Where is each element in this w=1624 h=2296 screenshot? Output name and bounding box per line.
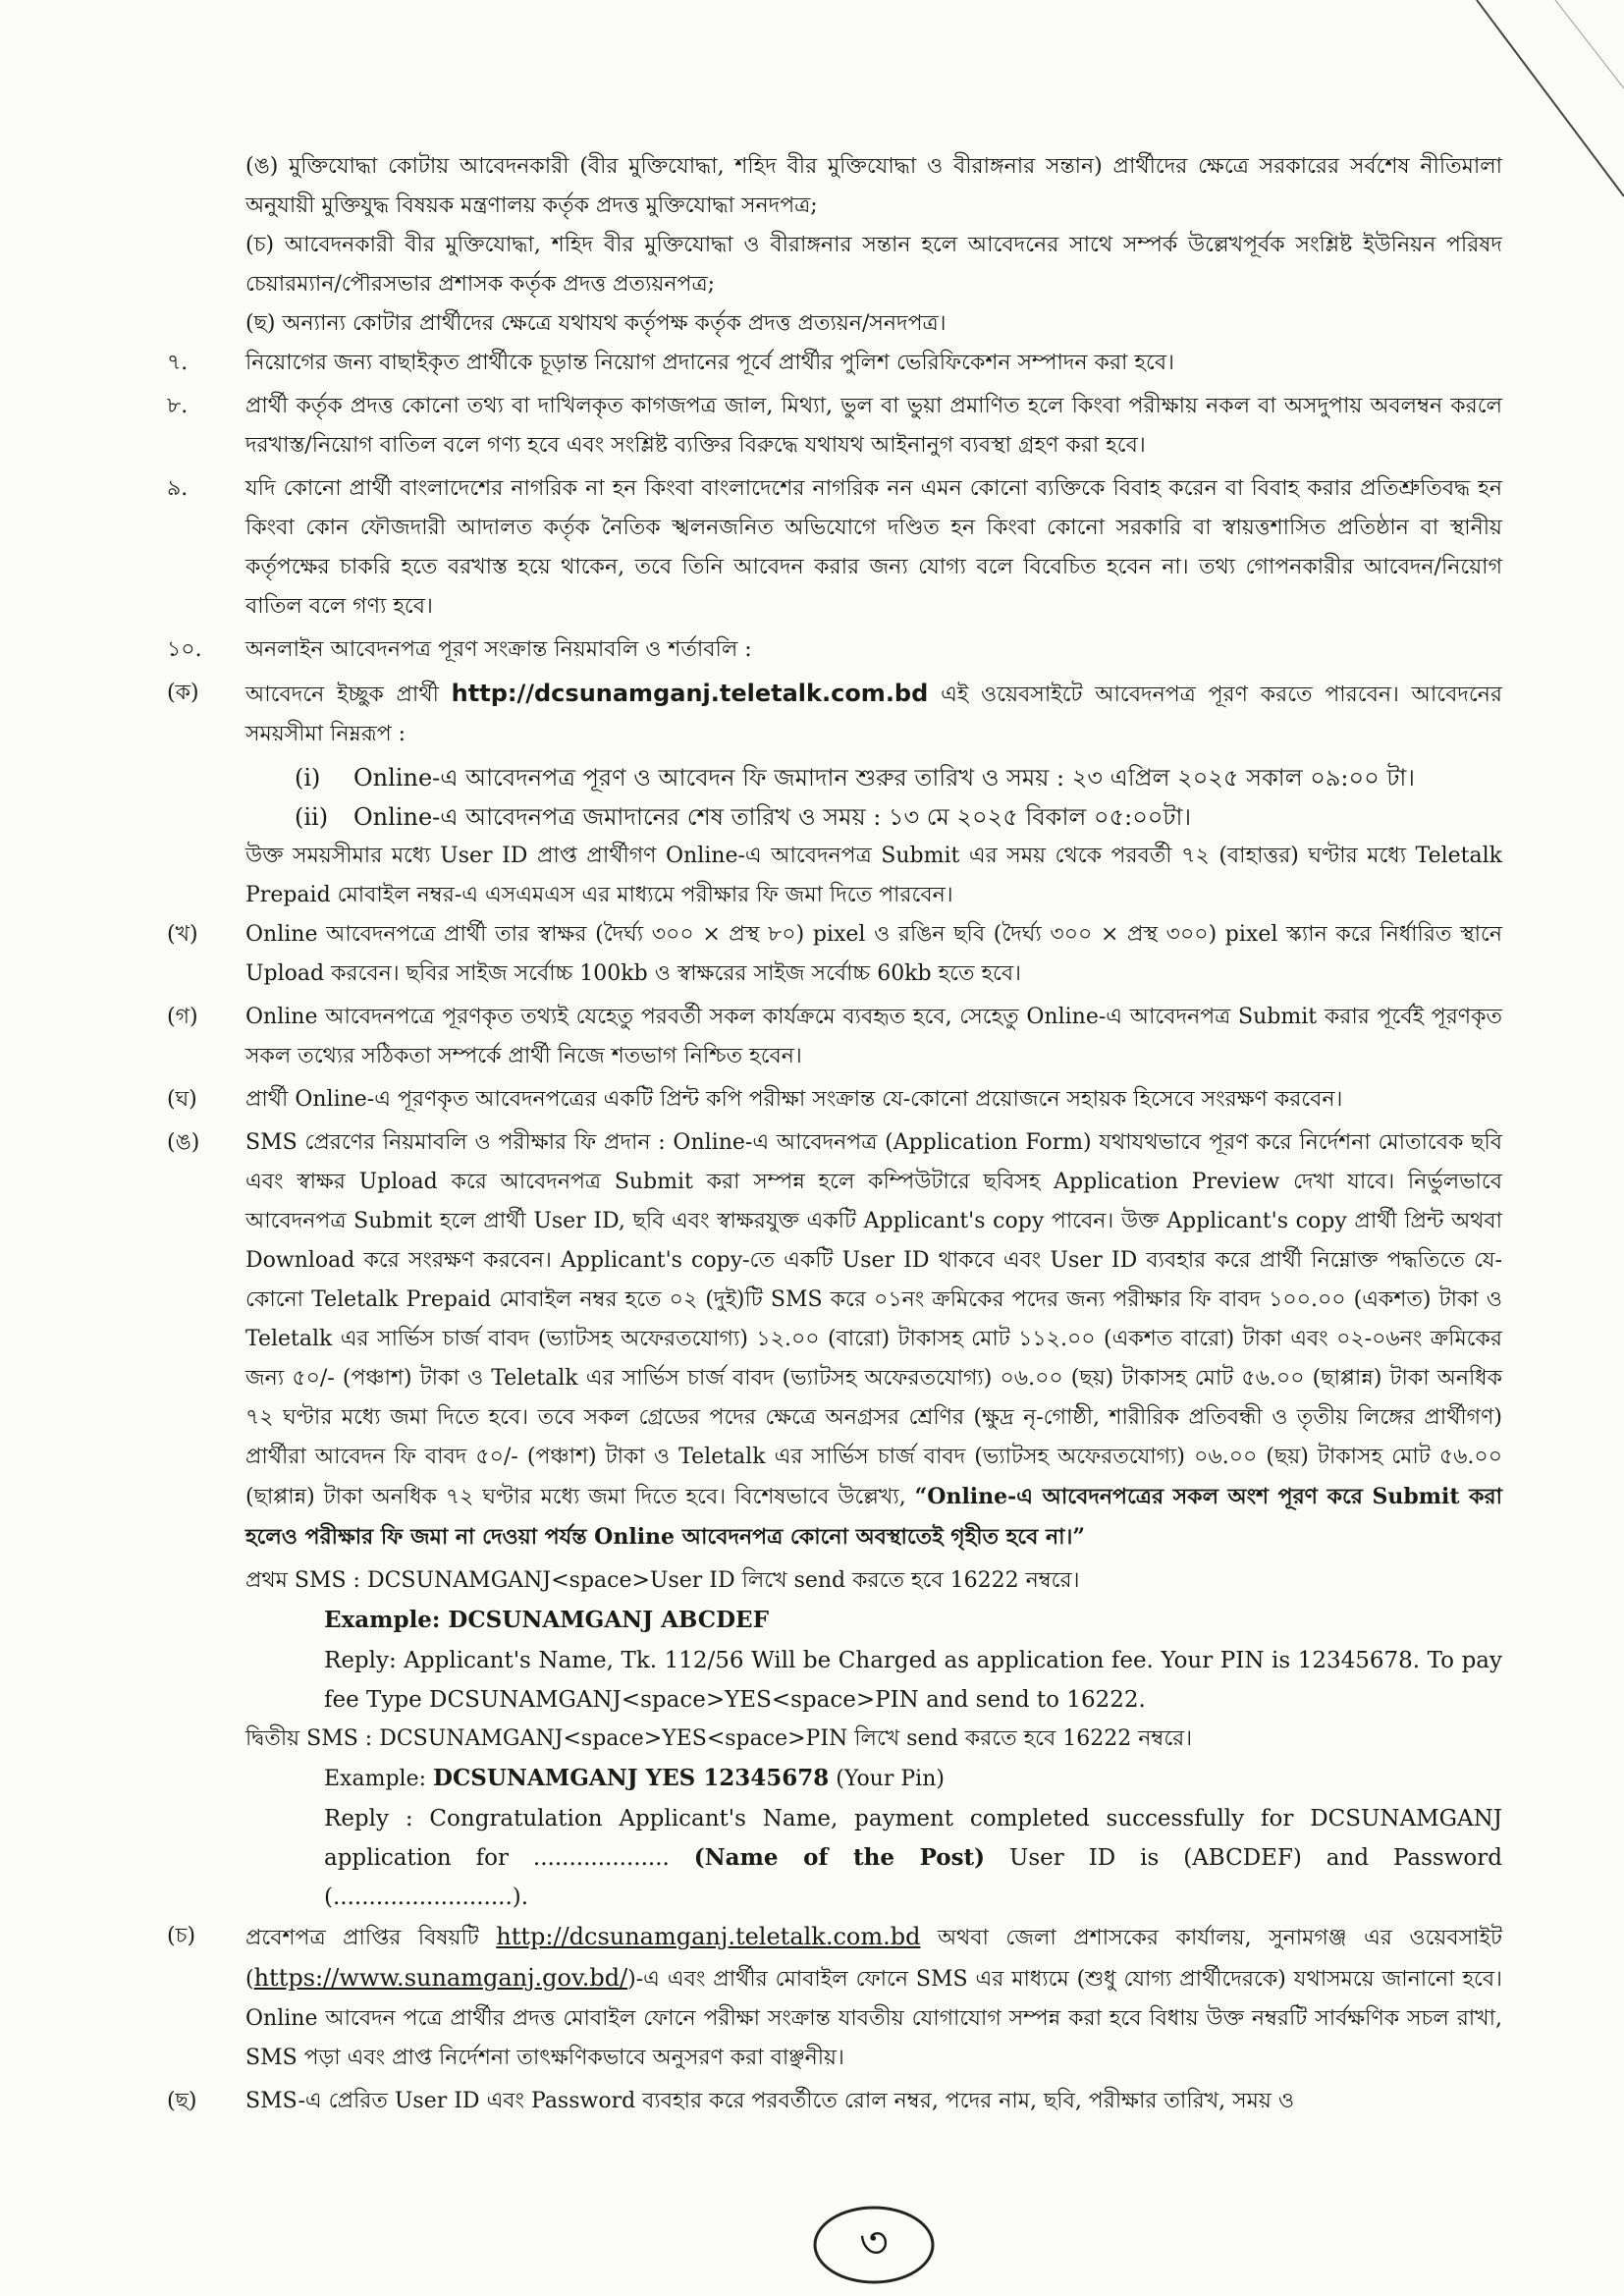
sub-item-uo bbox=[167, 1123, 1502, 1558]
sub-item-ka-after: উক্ত সময়সীমার মধ্যে User ID প্রাপ্ত প্রার্থীগণ Online-এ আবেদনপত্র Submit এর সময় থেকে পরবর্তী ৭২ (বাহাত্তর) ঘণ্টার মধ্যে Teletalk Prepaid মোবাইল নম্বর-এ এসএমএস এর মাধ্যমে পরীক্ষার ফি জমা দিতে পারবেন। bbox=[245, 844, 1502, 907]
sub-item-cha-label: (চ) bbox=[167, 1924, 196, 1948]
sub-item-uo-quote: “Online-এ আবেদনপত্রের সকল অংশ পূরণ করে Submit করা হলেও পরীক্ষার ফি জমা না দেওয়া পর্যন্ত Online আবেদনপত্র কোনো অবস্থাতেই গৃহীত হবে না।” bbox=[245, 1484, 1502, 1550]
intro-item-ch bbox=[245, 226, 1502, 304]
intro-item-ch-label: (চ) bbox=[245, 233, 275, 257]
page-number-value: ৩ bbox=[859, 2215, 889, 2269]
item-9-text: যদি কোনো প্রার্থী বাংলাদেশের নাগরিক না হন কিংবা বাংলাদেশের নাগরিক নন এমন কোনো ব্যক্তিকে বিবাহ করেন বা বিবাহ করার প্রতিশ্রুতিবদ্ধ হন কিংবা কোন ফৌজদারী আদালত কর্তৃক নৈতিক স্খলনজনিত অভিযোগে দণ্ডিত হন কিংবা কোনো সরকারি বা স্বায়ত্তশাসিত প্রতিষ্ঠান বা স্থানীয় কর্তৃপক্ষের চাকরি হতে বরখাস্ত হয়ে থাকেন, তবে তিনি আবেদন করার জন্য যোগ্য বলে বিবেচিত হবেন না। তথ্য গোপনকারীর আবেদন/নিয়োগ বাতিল বলে গণ্য হবে। bbox=[245, 476, 1502, 619]
sub-item-chha-label: (ছ) bbox=[167, 2089, 197, 2113]
sub-item-cha bbox=[167, 1917, 1502, 2078]
sub-item-kha bbox=[167, 915, 1502, 994]
sub-item-ka-label: (ক) bbox=[167, 681, 199, 705]
item-8-text: প্রার্থী কর্তৃক প্রদত্ত কোনো তথ্য বা দাখিলকৃত কাগজপত্র জাল, মিথ্যা, ভুল বা ভুয়া প্রমাণিত হলে কিংবা পরীক্ষায় নকল বা অসদুপায় অবলম্বন করলে দরখাস্ত/নিয়োগ বাতিল বলে গণ্য হবে এবং সংশ্লিষ্ট ব্যক্তির বিরুদ্ধে যথাযথ আইনানুগ ব্যবস্থা গ্রহণ করা হবে। bbox=[245, 394, 1502, 458]
intro-item-d-text: মুক্তিযোদ্ধা কোটায় আবেদনকারী (বীর মুক্তিযোদ্ধা, শহিদ বীর মুক্তিযোদ্ধা ও বীরাঙ্গনার সন্তান) প্রার্থীদের ক্ষেত্রে সরকারের সর্বশেষ নীতিমালা অনুযায়ী মুক্তিযুদ্ধ বিষয়ক মন্ত্রণালয় কর্তৃক প্রদত্ত মুক্তিযোদ্ধা সনদপত্র; bbox=[245, 154, 1503, 218]
item-8-number: ৮. bbox=[167, 394, 189, 418]
schedule-item-start-number: (i) bbox=[295, 764, 321, 792]
item-8 bbox=[167, 387, 1502, 465]
sub-item-gha-text: প্রার্থী Online-এ পূরণকৃত আবেদনপত্রের একটি প্রিন্ট কপি পরীক্ষা সংক্রান্ত যে-কোনো প্রয়োজনে সহায়ক হিসেবে সংরক্ষণ করবেন। bbox=[245, 1087, 1343, 1112]
item-9 bbox=[167, 469, 1502, 627]
sms-second-example-suffix: (Your Pin) bbox=[829, 1767, 945, 1791]
page-number-circle bbox=[805, 2198, 943, 2286]
sub-item-ga-label: (গ) bbox=[167, 1005, 198, 1029]
schedule-list bbox=[167, 758, 1502, 837]
document-page bbox=[167, 147, 1502, 2125]
sub-item-ka-post: এই ওয়েবসাইটে আবেদনপত্র পূরণ করতে পারবেন। আবেদনের সময়সীমা নিম্নরূপ : bbox=[245, 683, 1503, 746]
teletalk-website-link[interactable]: http://dcsunamganj.teletalk.com.bd bbox=[496, 1923, 921, 1950]
intro-item-chh-text: অন্যান্য কোটার প্রার্থীদের ক্ষেত্রে যথাযথ কর্তৃপক্ষ কর্তৃক প্রদত্ত প্রত্যয়ন/সনদপত্র। bbox=[282, 311, 947, 336]
sub-item-chha-text: SMS-এ প্রেরিত User ID এবং Password ব্যবহার করে পরবর্তীতে রোল নম্বর, পদের নাম, ছবি, পরীক্ষার তারিখ, সময় ও bbox=[245, 2089, 1295, 2113]
intro-item-chh bbox=[245, 304, 1502, 344]
schedule-item-end bbox=[295, 797, 1502, 837]
sub-item-cha-post: )-এ এবং প্রার্থীর মোবাইল ফোনে SMS এর মাধ্যমে (শুধু যোগ্য প্রার্থীদেরকে) যথাসময়ে জানানো হবে। Online আবেদন পত্রে প্রার্থীর প্রদত্ত মোবাইল ফোনে পরীক্ষা সংক্রান্ত যাবতীয় যোগাযোগ সম্পন্ন করা হবে বিধায় উক্ত নম্বরটি সার্বক্ষণিক সচল রাখা, SMS পড়া এবং প্রাপ্ত নির্দেশনা তাৎক্ষণিকভাবে অনুসরণ করা বাঞ্ছনীয়। bbox=[245, 1967, 1502, 2070]
sms-first-reply: Reply: Applicant's Name, Tk. 112/56 Will be Charged as application fee. Your PIN is 12345678. To pay fee Type DCSUNAMGANJ<space>YES<space>PIN and send to 16222. bbox=[324, 1648, 1502, 1713]
district-website-link[interactable]: https://www.sunamganj.gov.bd/ bbox=[253, 1964, 628, 1992]
sub-item-uo-label: (ঙ) bbox=[167, 1130, 200, 1155]
sub-item-uo-text: SMS প্রেরণের নিয়মাবলি ও পরীক্ষার ফি প্রদান : Online-এ আবেদনপত্র (Application Form) যথাযথভাবে পূরণ করে নির্দেশনা মোতাবেক ছবি এবং স্বাক্ষর Upload করে আবেদনপত্র Submit করা সম্পন্ন হলে কম্পিউটারে ছবিসহ Application Preview দেখা যাবে। নির্ভুলভাবে আবেদনপত্র Submit হলে প্রার্থী User ID, ছবি এবং স্বাক্ষরযুক্ত একটি Applicant's copy পাবেন। উক্ত Applicant's copy প্রার্থী প্রিন্ট অথবা Download করে সংরক্ষণ করবেন। Applicant's copy-তে একটি User ID থাকবে এবং User ID ব্যবহার করে প্রার্থী নিম্নোক্ত পদ্ধতিতে যে-কোনো Teletalk Prepaid মোবাইল নম্বর হতে ০২ (দুই)টি SMS করে ০১নং ক্রমিকের পদের জন্য পরীক্ষার ফি বাবদ ১০০.০০ (একশত) টাকা ও Teletalk এর সার্ভিস চার্জ বাবদ (ভ্যাটসহ অফেরতযোগ্য) ১২.০০ (বারো) টাকাসহ মোট ১১২.০০ (একশত বারো) টাকা এবং ০২-০৬নং ক্রমিকের জন্য ৫০/- (পঞ্চাশ) টাকা ও Teletalk এর সার্ভিস চার্জ বাবদ (ভ্যাটসহ অফেরতযোগ্য) ০৬.০০ (ছয়) টাকাসহ মোট ৫৬.০০ (ছাপ্পান্ন) টাকা অনধিক ৭২ ঘণ্টার মধ্যে জমা দিতে হবে। তবে সকল গ্রেডের পদের ক্ষেত্রে অনগ্রসর শ্রেণির (ক্ষুদ্র নৃ-গোষ্ঠী, শারীরিক প্রতিবন্ধী ও তৃতীয় লিঙ্গের প্রার্থীগণ) প্রার্থীরা আবেদন ফি বাবদ ৫০/- (পঞ্চাশ) টাকা ও Teletalk এর সার্ভিস চার্জ বাবদ (ভ্যাটসহ অফেরতযোগ্য) ০৬.০০ (ছয়) টাকাসহ মোট ৫৬.০০ (ছাপ্পান্ন) টাকা অনধিক ৭২ ঘণ্টার মধ্যে জমা দিতে হবে। বিশেষভাবে উল্লেখ্য, bbox=[245, 1130, 1502, 1509]
item-10-number: ১০. bbox=[167, 637, 202, 662]
intro-item-d-label: (ঙ) bbox=[245, 154, 279, 179]
sms-first-line: প্রথম SMS : DCSUNAMGANJ<space>User ID লিখে send করতে হবে 16222 নম্বরে। bbox=[245, 1568, 1080, 1593]
schedule-item-start-text: Online-এ আবেদনপত্র পূরণ ও আবেদন ফি জমাদান শুরুর তারিখ ও সময় : ২৩ এপ্রিল ২০২৫ সকাল ০৯:০০ টা। bbox=[353, 764, 1415, 792]
intro-sublist bbox=[167, 147, 1502, 344]
schedule-item-end-text: Online-এ আবেদনপত্র জমাদানের শেষ তারিখ ও সময় : ১৩ মে ২০২৫ বিকাল ০৫:০০টা। bbox=[353, 803, 1192, 831]
item-7-text: নিয়োগের জন্য বাছাইকৃত প্রার্থীকে চূড়ান্ত নিয়োগ প্রদানের পূর্বে প্রার্থীর পুলিশ ভেরিফিকেশন সম্পাদন করা হবে। bbox=[245, 351, 1174, 375]
sub-item-kha-text: Online আবেদনপত্রে প্রার্থী তার স্বাক্ষর (দৈর্ঘ্য ৩০০ × প্রস্থ ৮০) pixel ও রঙিন ছবি (দৈর্ঘ্য ৩০০ × প্রস্থ ৩০০) pixel স্ক্যান করে নির্ধারিত স্থানে Upload করবেন। ছবির সাইজ সর্বোচ্চ 100kb ও স্বাক্ষরের সাইজ সর্বোচ্চ 60kb হতে হবে। bbox=[245, 922, 1502, 986]
sub-item-gha-label: (ঘ) bbox=[167, 1087, 197, 1112]
sub-item-cha-mid: অথবা জেলা প্রশাসকের কার্যালয়, সুনামগঞ্জ এর ওয়েবসাইট ( bbox=[245, 1926, 1502, 1992]
sub-item-chha bbox=[167, 2082, 1502, 2121]
sms-second-line: দ্বিতীয় SMS : DCSUNAMGANJ<space>YES<space>PIN লিখে send করতে হবে 16222 নম্বরে। bbox=[245, 1726, 1193, 1751]
schedule-item-start bbox=[295, 758, 1502, 797]
item-10 bbox=[167, 630, 1502, 670]
page-number bbox=[805, 2198, 943, 2286]
sms-second-reply: Reply : Congratulation Applicant's Name, payment completed successfully for DCSUNAMGANJ application for ................... bbox=[324, 1806, 1502, 1871]
item-7-number: ৭. bbox=[167, 351, 189, 375]
intro-item-ch-text: আবেদনকারী বীর মুক্তিযোদ্ধা, শহিদ বীর মুক্তিযোদ্ধা ও বীরাঙ্গনার সন্তান হলে আবেদনের সাথে সম্পর্ক উল্লেখপূর্বক সংশ্লিষ্ট ইউনিয়ন পরিষদ চেয়ারম্যান/পৌরসভার প্রশাসক কর্তৃক প্রদত্ত প্রত্যয়নপত্র; bbox=[245, 233, 1502, 297]
sms-second-reply-post-name: (Name of the Post) bbox=[693, 1844, 986, 1871]
intro-item-chh-label: (ছ) bbox=[245, 311, 276, 336]
sub-item-ga-text: Online আবেদনপত্রে পূরণকৃত তথ্যই যেহেতু পরবর্তী সকল কার্যক্রমে ব্যবহৃত হবে, সেহেতু Online-এ আবেদনপত্র Submit করার পূর্বেই পূরণকৃত সকল তথ্যের সঠিকতা সম্পর্কে প্রার্থী নিজে শতভাগ নিশ্চিত হবেন। bbox=[245, 1005, 1502, 1068]
sms-second-example: DCSUNAMGANJ YES 12345678 bbox=[433, 1765, 830, 1791]
application-website-link[interactable]: http://dcsunamganj.teletalk.com.bd bbox=[451, 680, 929, 707]
sub-item-ka-pre: আবেদনে ইচ্ছুক প্রার্থী bbox=[245, 683, 452, 707]
sub-item-gha bbox=[167, 1080, 1502, 1120]
sms-second-reply-end: User ID is (ABCDEF) and Password (.........................). bbox=[324, 1845, 1502, 1910]
schedule-item-end-number: (ii) bbox=[295, 803, 329, 831]
sub-item-ga bbox=[167, 998, 1502, 1076]
sub-item-cha-pre: প্রবেশপত্র প্রাপ্তির বিষয়টি bbox=[245, 1926, 497, 1950]
item-9-number: ৯. bbox=[167, 476, 189, 501]
sms-second-example-prefix: Example: bbox=[324, 1767, 433, 1791]
sms-first-example: Example: DCSUNAMGANJ ABCDEF bbox=[324, 1607, 769, 1633]
item-7 bbox=[167, 344, 1502, 383]
sub-item-kha-label: (খ) bbox=[167, 922, 198, 947]
intro-item-d bbox=[245, 147, 1502, 226]
sub-item-ka bbox=[167, 674, 1502, 754]
item-10-text: অনলাইন আবেদনপত্র পূরণ সংক্রান্ত নিয়মাবলি ও শর্তাবলি : bbox=[245, 637, 752, 662]
